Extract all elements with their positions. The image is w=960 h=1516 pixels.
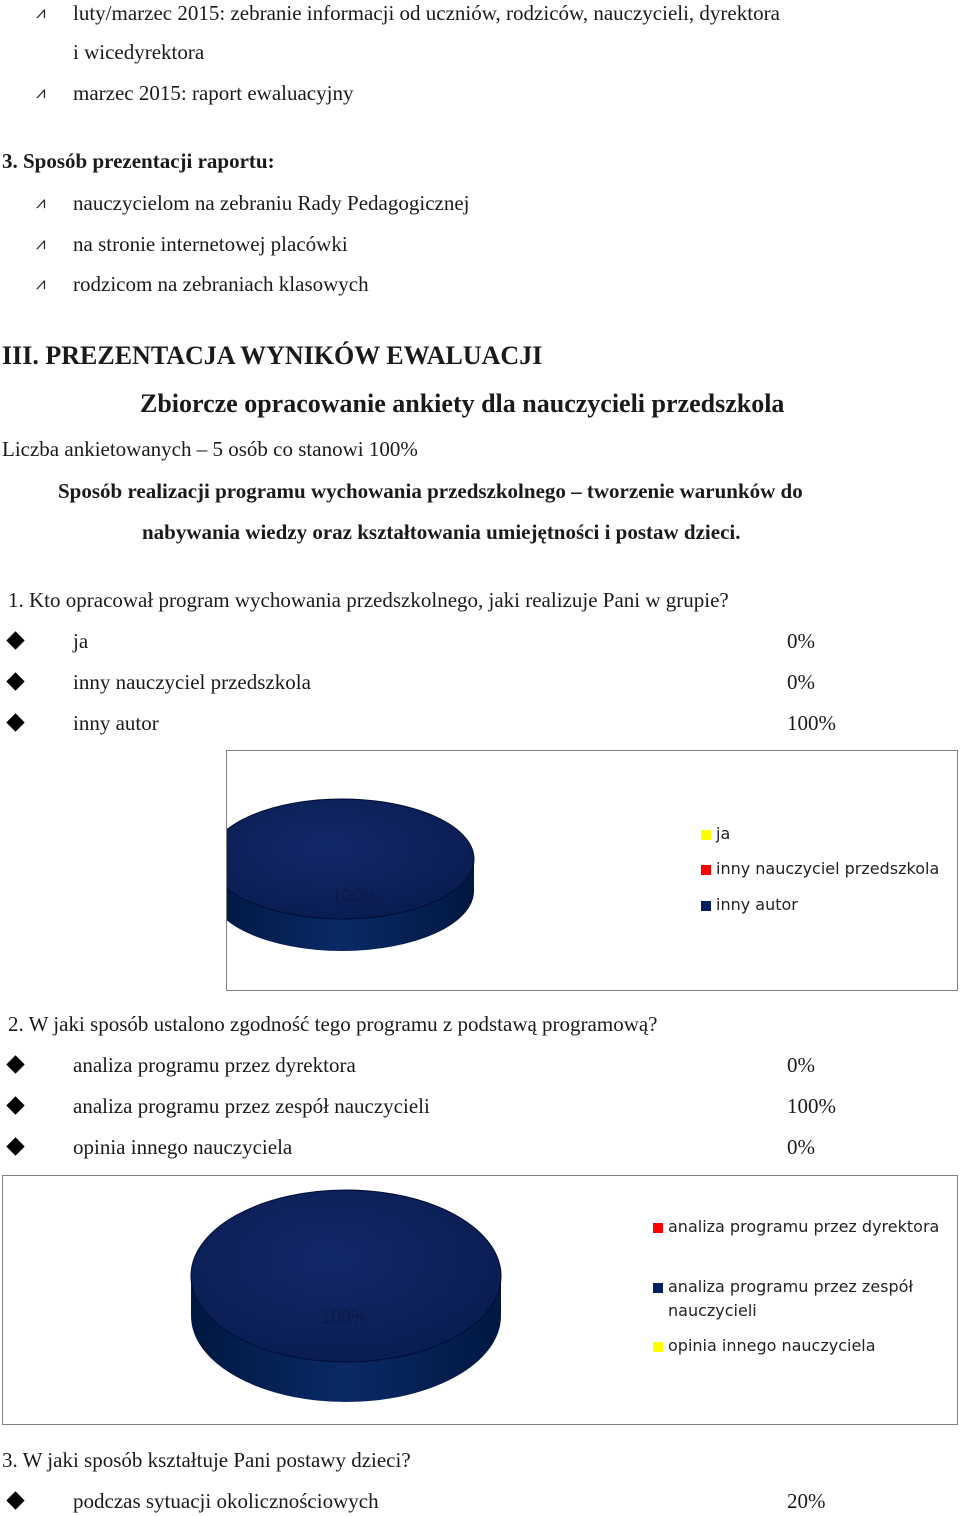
pie-chart-2 bbox=[3, 1176, 957, 1424]
arrow-bullet-icon: ⩘ bbox=[36, 83, 46, 102]
answer-value: 0% bbox=[787, 670, 815, 694]
section-item: na stronie internetowej placówki bbox=[73, 232, 348, 256]
legend-label-continued: nauczycieli bbox=[668, 1301, 757, 1320]
legend-swatch bbox=[701, 901, 711, 911]
arrow-bullet-icon: ⩘ bbox=[36, 274, 46, 293]
pie-1-data-label: 100% bbox=[331, 886, 379, 906]
legend-label: opinia innego nauczyciela bbox=[668, 1336, 876, 1355]
answer-label: analiza programu przez dyrektora bbox=[73, 1053, 356, 1077]
answer-label: inny autor bbox=[73, 711, 159, 735]
legend-label: analiza programu przez dyrektora bbox=[668, 1217, 940, 1236]
part-title: III. PREZENTACJA WYNIKÓW EWALUACJI bbox=[2, 341, 543, 370]
answer-label: ja bbox=[73, 629, 89, 653]
intro-item: luty/marzec 2015: zebranie informacji od uczniów, rodziców, nauczycieli, dyrektora bbox=[73, 1, 780, 25]
diamond-bullet-icon bbox=[6, 1055, 24, 1073]
answer-value: 0% bbox=[787, 1053, 815, 1077]
answer-value: 0% bbox=[787, 629, 815, 653]
legend-swatch bbox=[701, 830, 711, 840]
answer-label: inny nauczyciel przedszkola bbox=[73, 670, 311, 694]
chart-1 bbox=[226, 750, 958, 991]
answer-label: opinia innego nauczyciela bbox=[73, 1135, 293, 1159]
arrow-bullet-icon: ⩘ bbox=[36, 234, 46, 253]
chart-2 bbox=[2, 1175, 958, 1425]
arrow-bullet-icon: ⩘ bbox=[36, 3, 46, 22]
diamond-bullet-icon bbox=[6, 713, 24, 731]
section-heading: 3. Sposób prezentacji raportu: bbox=[2, 149, 275, 173]
answer-label: podczas sytuacji okolicznościowych bbox=[73, 1489, 379, 1513]
answer-value: 100% bbox=[787, 1094, 836, 1118]
respondents-info: Liczba ankietowanych – 5 osób co stanowi 100% bbox=[2, 437, 418, 461]
legend-swatch bbox=[653, 1283, 663, 1293]
answer-value: 20% bbox=[787, 1489, 826, 1513]
legend-label: inny nauczyciel przedszkola bbox=[716, 859, 940, 878]
topic-line: Sposób realizacji programu wychowania przedszkolnego – tworzenie warunków do bbox=[58, 479, 803, 503]
answer-value: 100% bbox=[787, 711, 836, 735]
arrow-bullet-icon: ⩘ bbox=[36, 193, 46, 212]
answer-label: analiza programu przez zespół nauczycieli bbox=[73, 1094, 430, 1118]
legend-swatch bbox=[701, 865, 711, 875]
diamond-bullet-icon bbox=[6, 1137, 24, 1155]
question-3: 3. W jaki sposób kształtuje Pani postawy dzieci? bbox=[2, 1448, 411, 1472]
question-1: 1. Kto opracował program wychowania przedszkolnego, jaki realizuje Pani w grupie? bbox=[8, 588, 729, 612]
question-2: 2. W jaki sposób ustalono zgodność tego programu z podstawą programową? bbox=[8, 1012, 658, 1036]
topic-line: nabywania wiedzy oraz kształtowania umiejętności i postaw dzieci. bbox=[142, 520, 741, 544]
intro-item: marzec 2015: raport ewaluacyjny bbox=[73, 81, 354, 105]
section-item: nauczycielom na zebraniu Rady Pedagogicznej bbox=[73, 191, 470, 215]
pie-2-slice-analiza-zespol bbox=[191, 1190, 501, 1362]
diamond-bullet-icon bbox=[6, 631, 24, 649]
legend-label: inny autor bbox=[716, 895, 798, 914]
survey-subtitle: Zbiorcze opracowanie ankiety dla nauczycieli przedszkola bbox=[140, 389, 785, 418]
diamond-bullet-icon bbox=[6, 1491, 24, 1509]
answer-value: 0% bbox=[787, 1135, 815, 1159]
legend-label: analiza programu przez zespół bbox=[668, 1277, 913, 1296]
section-item: rodzicom na zebraniach klasowych bbox=[73, 272, 369, 296]
legend-swatch bbox=[653, 1223, 663, 1233]
legend-swatch bbox=[653, 1342, 663, 1352]
legend-label: ja bbox=[716, 824, 731, 843]
intro-item-continued: i wicedyrektora bbox=[73, 40, 205, 64]
diamond-bullet-icon bbox=[6, 672, 24, 690]
diamond-bullet-icon bbox=[6, 1096, 24, 1114]
pie-2-data-label: 100% bbox=[320, 1307, 368, 1327]
